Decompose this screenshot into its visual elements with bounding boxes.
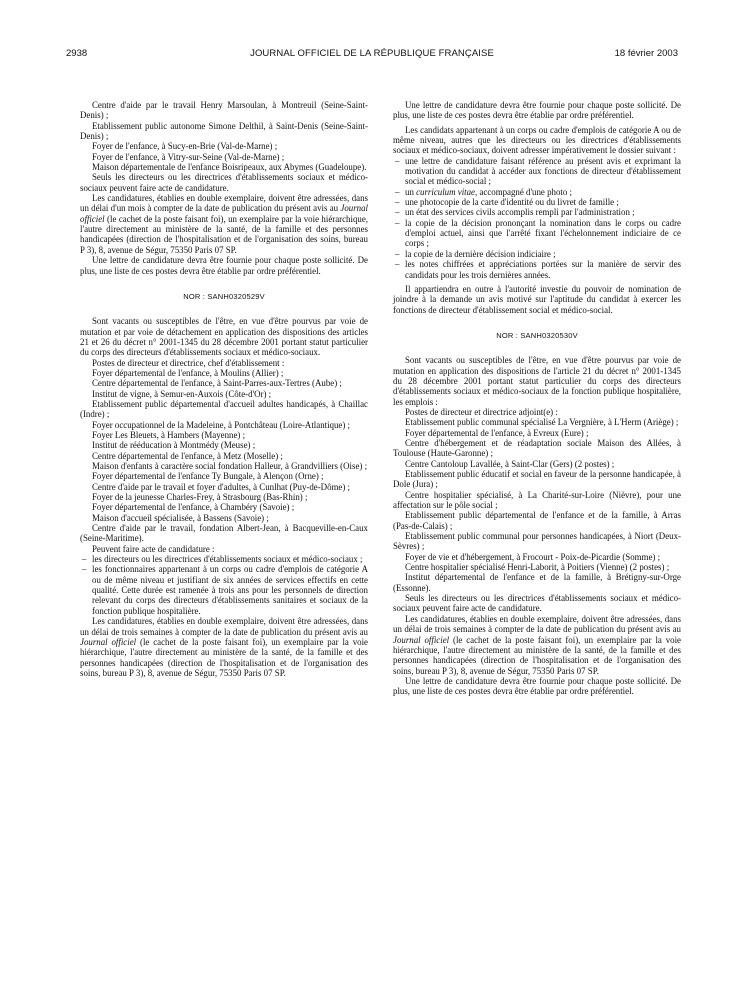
paragraph: Une lettre de candidature devra être fournie pour chaque poste sollicité. De plus, une liste de ces postes devra être établie par ordre préférentiel.	[80, 255, 368, 276]
text-run: (le cachet de la poste faisant foi), un exemplaire par la voie hiérarchique, l'autre directement au ministère de la santé, de la famille et des personnes handicapées (direction de l'hospitalisation et de l'organisation des soins, bureau P 3), 8, avenue de Ségur, 75350 Paris 07 SP.	[80, 213, 368, 255]
list-item: Centre d'aide par le travail, fondation Albert-Jean, à Bacqueville-en-Caux (Seine-Maritime).	[80, 523, 368, 544]
journal-reference: Journal officiel	[80, 636, 137, 647]
nor-reference: NOR : SANH0320530V	[496, 330, 578, 340]
right-column	[393, 100, 681, 697]
list-item: Institut départemental de l'enfance et de la famille, à Brétigny-sur-Orge (Essonne).	[393, 572, 681, 593]
text-run: (le cachet de la poste faisant foi), un exemplaire par la voie hiérarchique, l'autre directement au ministère de la santé, de la famille et des personnes handicapées (direction de l'hospitalisation et de l'organisation des soins, bureau P 3), 8, avenue de Ségur, 75350 Paris 07 SP.	[80, 636, 368, 678]
paragraph: Seuls les directeurs ou les directrices d'établissements sociaux et médico-sociaux peuvent faire acte de candidature.	[393, 593, 681, 614]
journal-reference: Journal officiel	[393, 634, 450, 645]
left-column	[80, 100, 368, 678]
list-item: Centre d'hébergement et de réadaptation sociale Maison des Allées, à Toulouse (Haute-Garonne) ;	[393, 437, 681, 459]
list-item: Centre hospitalier spécialisé Henri-Laborit, à Poitiers (Vienne) (2 postes) ;	[405, 562, 670, 573]
list-item: Foyer occupationnel de la Madeleine, à Pontchâteau (Loire-Atlantique) ;	[92, 419, 351, 430]
list-item: Foyer départemental de l'enfance, à Evreux (Eure) ;	[405, 427, 589, 438]
bullet-item: – la copie de la décision prononçant la nomination dans le corps ou cadre d'emploi actuel, ainsi que l'arrêté fixant l'échelonnement indiciaire de ce corps ;	[393, 218, 681, 249]
list-item: Centre Cantoloup Lavallée, à Saint-Clar (Gers) (2 postes) ;	[405, 458, 615, 469]
paragraph: Il appartiendra en outre à l'autorité investie du pouvoir de nomination de joindre à la demande un avis motivé sur l'aptitude du candidat à exercer les fonctions de directeur d'établissement social et médico-social.	[393, 283, 681, 315]
journal-title: JOURNAL OFFICIEL DE LA RÉPUBLIQUE FRANÇAISE	[250, 48, 494, 59]
page-header	[66, 48, 678, 62]
list-item: Etablissement public départemental de l'enfance et de la famille, à Arras (Pas-de-Calais) ;	[393, 510, 681, 531]
nor-reference: NOR : SANH0320529V	[183, 291, 265, 301]
text-run: Les candidatures, établies en double exemplaire, doivent être adressées, dans un délai d'un mois à compter de la date de publication du présent avis au	[80, 193, 368, 214]
paragraph: Foyer de l'enfance, à Sucy-en-Brie (Val-de-Marne) ;	[92, 141, 278, 152]
journal-reference: Journal officiel	[80, 203, 368, 224]
paragraph: Etablissement public autonome Simone Delthil, à Saint-Denis (Seine-Saint-Denis) ;	[80, 120, 368, 142]
paragraph: Une lettre de candidature devra être fournie pour chaque poste sollicité. De plus, une liste de ces postes devra être établie par ordre préférentiel.	[393, 675, 681, 697]
bullet-item: – une photocopie de la carte d'identité ou du livret de famille ;	[393, 197, 681, 207]
paragraph	[80, 193, 368, 255]
list-item: Centre départemental de l'enfance, à Metz (Moselle) ;	[92, 450, 283, 461]
list-item: Foyer de vie et d'hébergement, à Frocourt - Poix-de-Picardie (Somme) ;	[405, 551, 661, 562]
text-run: un	[405, 186, 417, 197]
paragraph: Foyer de l'enfance, à Vitry-sur-Seine (Val-de-Marne) ;	[92, 151, 285, 162]
list-item: Centre hospitalier spécialisé, à La Charité-sur-Loire (Nièvre), pour une affectation sur le pôle social ;	[393, 489, 681, 511]
text-run: Les candidatures, établies en double exemplaire, doivent être adressées, dans un délai de trois semaines à compter de la date de publication du présent avis au	[80, 616, 368, 637]
list-item: Centre d'aide par le travail et foyer d'adultes, à Cunlhat (Puy-de-Dôme) ;	[92, 481, 351, 492]
list-item: Maison d'enfants à caractère social fondation Halleur, à Grandvilliers (Oise) ;	[92, 461, 368, 471]
emphasis: curriculum vitae	[416, 186, 475, 197]
page-number: 2938	[66, 48, 88, 59]
paragraph	[393, 614, 681, 676]
list-item: Institut de rééducation à Montmédy (Meuse) ;	[92, 440, 256, 451]
paragraph: Postes de directeur et directrice, chef d'établissement :	[92, 357, 285, 368]
paragraph: Postes de directeur et directrice adjoint(e) :	[405, 406, 558, 417]
bullet-item	[393, 187, 681, 197]
paragraph: Sont vacants ou susceptibles de l'être, en vue d'être pourvus par voie de mutation et par voie de détachement en application des dispositions des articles 21 et 26 du décret n° 2001-1345 du 28 décembre 2001 portant statut particulier du corps des directeurs d'établissements sociaux et médico-sociaux.	[80, 316, 368, 358]
issue-date: 18 février 2003	[614, 48, 678, 59]
bullet-item: – la copie de la dernière décision indiciaire ;	[393, 249, 681, 259]
list-item: Etablissement public départemental d'accueil adultes handicapés, à Chaillac (Indre) ;	[80, 398, 368, 420]
list-item: Foyer départemental de l'enfance Ty Bungale, à Alençon (Orne) ;	[92, 471, 324, 482]
bullet-item: – un état des services civils accomplis rempli par l'administration ;	[393, 207, 681, 217]
list-item: Institut de vigne, à Semur-en-Auxois (Côte-d'Or) ;	[92, 388, 272, 399]
bullet-item: – les fonctionnaires appartenant à un corps ou cadre d'emplois de catégorie A ou de même niveau et justifiant de six années de services effectifs en cette qualité. Cette durée est ramenée à trois ans pour les personnels de direction relevant du corps des directeurs d'établissements sanitaires et sociaux de la fonction publique hospitalière.	[80, 564, 368, 616]
text-run: , accompagné d'une photo ;	[475, 186, 572, 197]
paragraph	[80, 616, 368, 678]
text-run: Les candidatures, établies en double exemplaire, doivent être adressées, dans un délai de trois semaines à compter de la date de publication du présent avis au	[393, 613, 681, 635]
paragraph: Seuls les directeurs ou les directrices d'établissements sociaux et médico-sociaux peuvent faire acte de candidature.	[80, 172, 368, 193]
list-item: Etablissement public éducatif et social en faveur de la personne handicapée, à Dole (Jura) ;	[393, 469, 681, 490]
list-item: Foyer départemental de l'enfance, à Chambéry (Savoie) ;	[92, 502, 295, 513]
paragraph: Peuvent faire acte de candidature :	[92, 543, 215, 554]
list-item: Centre départemental de l'enfance, à Saint-Parres-aux-Tertres (Aube) ;	[92, 378, 342, 389]
list-item: Foyer de la jeunesse Charles-Frey, à Strasbourg (Bas-Rhin) ;	[92, 492, 308, 503]
bullet-item: – une lettre de candidature faisant référence au présent avis et exprimant la motivation du candidat à accéder aux fonctions de directeur d'établissement social et médico-social ;	[393, 156, 681, 187]
paragraph: Centre d'aide par le travail Henry Marsoulan, à Montreuil (Seine-Saint-Denis) ;	[80, 100, 368, 121]
list-item: Maison d'accueil spécialisée, à Bassens (Savoie) ;	[92, 512, 269, 523]
list-item: Etablissement public communal pour personnes handicapées, à Niort (Deux-Sèvres) ;	[393, 531, 681, 552]
paragraph: Maison départementale de l'enfance Boisripeaux, aux Abymes (Guadeloupe).	[92, 162, 367, 173]
text-run: (le cachet de la poste faisant foi), un exemplaire par la voie hiérarchique, l'autre directement au ministère de la santé, de la famille et des personnes handicapées (direction de l'hospitalisation et de l'organisation des soins, bureau P 3), 8, avenue de Ségur, 75350 Paris 07 SP.	[393, 634, 681, 676]
list-item: Foyer départemental de l'enfance, à Moulins (Allier) ;	[92, 367, 284, 378]
dossier-list	[393, 156, 681, 280]
list-item: Foyer Les Bleuets, à Hambers (Mayenne) ;	[92, 429, 246, 440]
bullet-item: – les notes chiffrées et appréciations portées sur la manière de servir des candidats pour les trois dernières années.	[393, 259, 681, 280]
bullet-item: – les directeurs ou les directrices d'établissements sociaux et médico-sociaux ;	[80, 554, 368, 564]
eligibility-list	[80, 554, 368, 616]
list-item: Etablissement public communal spécialisé La Vergnière, à L'Herm (Ariège) ;	[405, 417, 679, 428]
paragraph: Les candidats appartenant à un corps ou cadre d'emplois de catégorie A ou de même niveau, autres que les directeurs ou les directrices d'établissements sociaux et médico-sociaux, doivent adresser impérativement le dossier suivant :	[393, 124, 681, 156]
paragraph: Une lettre de candidature devra être fournie pour chaque poste sollicité. De plus, une liste de ces postes devra être établie par ordre préférentiel.	[393, 100, 681, 121]
paragraph: Sont vacants ou susceptibles de l'être, en vue d'être pourvus par voie de mutation en application des dispositions de l'article 21 du décret n° 2001-1345 du 28 décembre 2001 portant statut particulier du corps des directeurs d'établissements sociaux et médico-sociaux de la fonction publique hospitalière, les emplois :	[393, 355, 681, 407]
